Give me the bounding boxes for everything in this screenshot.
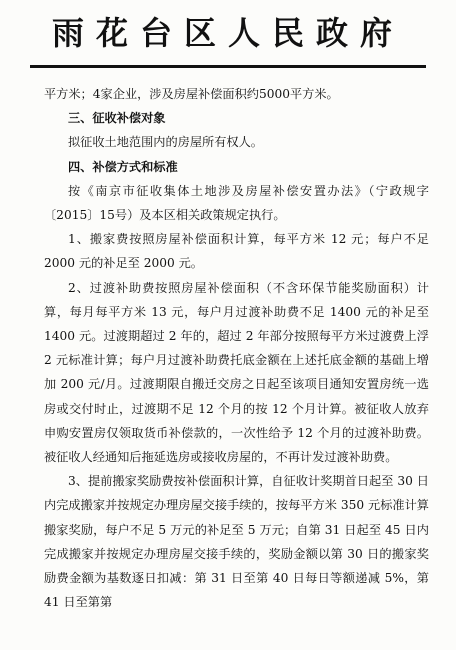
paragraph-transition-subsidy: 2、过渡补助费按照房屋补偿面积（不含环保节能奖励面积）计算，每月每平方米 13 元，每户月过渡补助费不足 1400 元的补足至 1400 元。过渡期超过 2 年的，超过 2 年部分按照每平方米过渡费上浮 2 元标准计算；每户月过渡补助费托底金额在上述托底金额的基础上增加 200 元/月。过渡期限自搬迁交房之日起至该项目通知安置房统一选房或交付时止，过渡期不足 12 个月的按 12 个月计算。被征收人放弃申购安置房仅领取货币补偿款的，一次性给予 12 个月的过渡补助费。被征收人经通知后拖延选房或接收房屋的，不再计发过渡补助费。: [44, 280, 429, 465]
paragraph-compensation-target: 拟征收土地范围内的房屋所有权人。: [68, 135, 263, 150]
section-heading-4: 四、补偿方式和标准: [68, 159, 178, 174]
letterhead: [0, 0, 456, 62]
letterhead-divider: [30, 65, 426, 68]
paragraph-1: 平方米；4家企业，涉及房屋补偿面积约5000平方米。: [44, 87, 339, 101]
paragraph-policy-reference: 按《南京市征收集体土地涉及房屋补偿安置办法》（宁政规字〔2015〕15号）及本区相关政策规定执行。: [44, 183, 429, 223]
paragraph-moving-fee: 1、搬家费按照房屋补偿面积计算，每平方米 12 元；每户不足 2000 元的补足至 2000 元。: [44, 232, 429, 271]
paragraph-early-move-reward: 3、提前搬家奖励费按补偿面积计算，自征收计奖期首日起至 30 日内完成搬家并按规定办理房屋交接手续的，按每平方米 350 元标准计算搬家奖励，每户不足 5 万元的补足至 5 万元；自第 31 日起至 45 日内完成搬家并按规定办理房屋交接手续的，奖励金额以第 30 日的搬家奖励费金额为基数逐日扣减：第 31 日至第 40 日每日等额递减 5%，第 41 日至第第: [44, 474, 429, 610]
document-body: [44, 82, 429, 614]
government-title: 雨花台区人民政府: [51, 14, 404, 52]
section-heading-3: 三、征收补偿对象: [68, 111, 166, 126]
